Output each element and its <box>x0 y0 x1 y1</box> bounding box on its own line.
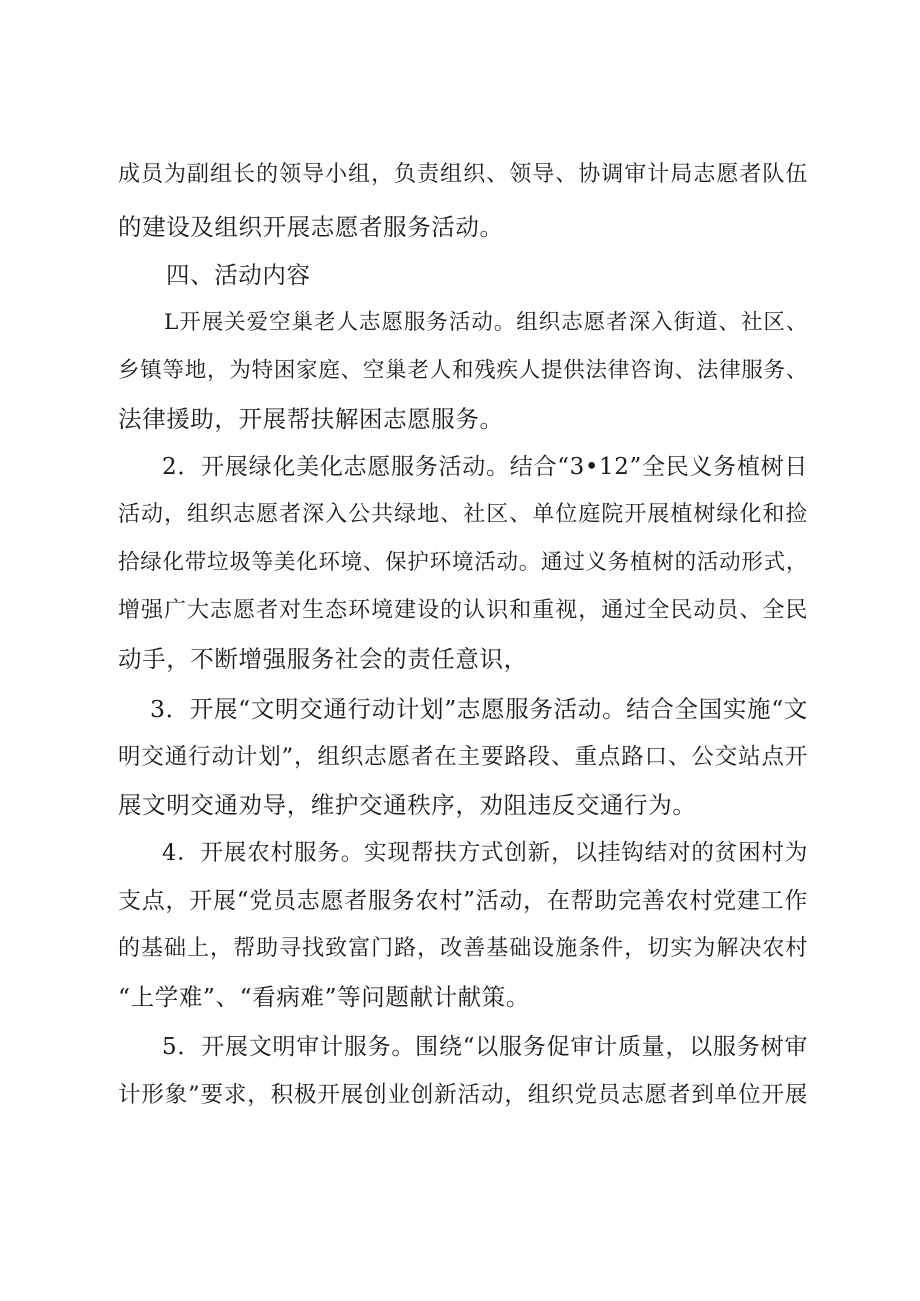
text-line-2: 的建设及组织开展志愿者服务活动。 <box>118 213 504 241</box>
text-line-5: 乡镇等地，为特困家庭、空巢老人和残疾人提供法律咨询、法律服务、 <box>118 358 808 383</box>
text-line-20: 计形象”要求，积极开展创业创新活动，组织党员志愿者到单位开展 <box>118 1082 808 1108</box>
text-line-18: “上学难”、“看病难”等问题献计献策。 <box>118 983 530 1011</box>
text-line-1: 成员为副组长的领导小组，负责组织、领导、协调审计局志愿者队伍 <box>118 162 808 187</box>
text-line-14: 展文明交通劝导，维护交通秩序，劝阻违反交通行为。 <box>118 791 697 819</box>
text-line-8: 活动，组织志愿者深入公共绿地、社区、单位庭院开展植树绿化和捡 <box>118 502 808 527</box>
text-line-4: L开展关爱空巢老人志愿服务活动。组织志愿者深入街道、社区、 <box>164 310 808 335</box>
text-line-6: 法律援助，开展帮扶解困志愿服务。 <box>118 405 504 433</box>
text-line-11: 动手，不断增强服务社会的责任意识， <box>118 645 528 673</box>
text-line-15: 4．开展农村服务。实现帮扶方式创新，以挂钩结对的贫困村为 <box>162 840 808 866</box>
text-line-9: 拾绿化带垃圾等美化环境、保护环境活动。通过义务植树的活动形式， <box>118 550 808 575</box>
text-line-19: 5．开展文明审计服务。围绕“以服务促审计质量，以服务树审 <box>162 1034 808 1060</box>
text-line-12: 3．开展“文明交通行动计划”志愿服务活动。结合全国实施“文 <box>150 695 808 723</box>
text-line-7: 2．开展绿化美化志愿服务活动。结合“3•12”全民义务植树日 <box>162 454 808 480</box>
text-line-16: 支点，开展“党员志愿者服务农村”活动，在帮助完善农村党建工作 <box>118 888 808 914</box>
section-heading: 四、活动内容 <box>166 261 311 289</box>
text-line-13: 明交通行动计划”，组织志愿者在主要路段、重点路口、公交站点开 <box>118 744 808 770</box>
text-line-10: 增强广大志愿者对生态环境建设的认识和重视，通过全民动员、全民 <box>118 598 808 623</box>
text-line-17: 的基础上，帮助寻找致富门路，改善基础设施条件，切实为解决农村 <box>118 936 808 961</box>
